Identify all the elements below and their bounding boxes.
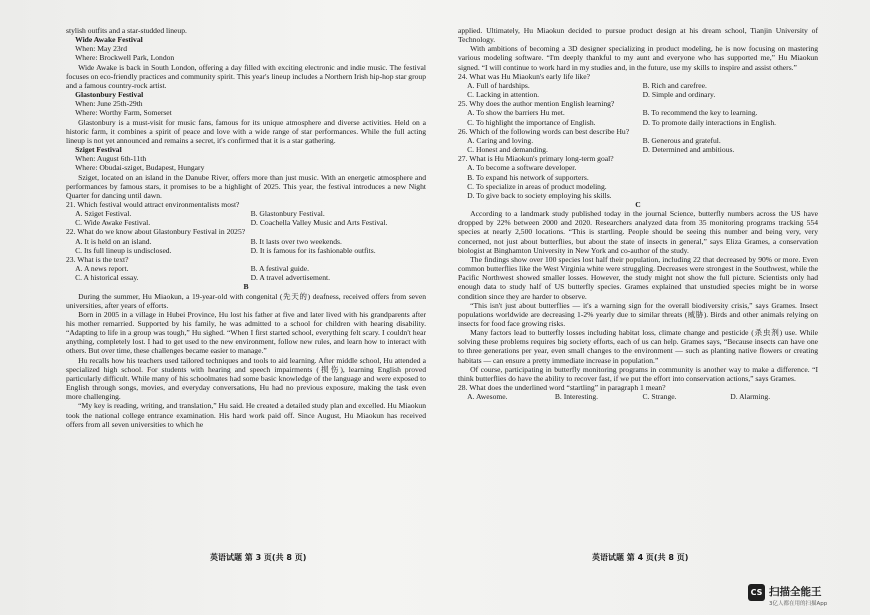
option: D. Alarming. [730, 392, 771, 402]
option: C. Lacking in attention. [467, 90, 540, 100]
option: B. Generous and grateful. [642, 135, 721, 145]
option: B. Interesting. [554, 392, 599, 402]
option: C. To specialize in areas of product modeling. [467, 181, 607, 191]
option: B. To expand his network of supporters. [467, 172, 589, 182]
paragraph: Sziget, located on an island in the Danube River, offers more than just music. With an energetic atmosphere and performances by famous stars, it promises to be a highlight of 2025. This year, the festival introduces a new Night Quarter for dancing until dawn. [66, 172, 426, 200]
option: B. Glastonbury Festival. [250, 209, 325, 219]
option: C. Its full lineup is undisclosed. [75, 245, 172, 255]
paragraph: Glastonbury is a must-visit for music fans, famous for its unique atmosphere and diverse activities. Held on a historic farm, it combines a spirit of peace and love with a wide range of star performances. While the full acting lineup is not yet announced and remains a secret, it's confirmed that it is a star gathering. [66, 117, 426, 145]
options-row [458, 136, 818, 145]
camscanner-logo-icon: CS [748, 584, 765, 601]
paragraph: Wide Awake is back in South London, offering a day filled with exciting electronic and indie music. The festival focuses on eco-friendly practices and community spirit. This year's lineup includes a Northern Irish hip-hop star group and a famous country-rock artist. [66, 62, 426, 90]
option: A. A news report. [75, 264, 129, 274]
festival-where: Where: Obudai-sziget, Budapest, Hungary [75, 163, 205, 173]
paragraph: According to a landmark study published today in the journal Science, butterfly numbers across the US have dropped by 22% between 2000 and 2020. Researchers analyzed data from 35 monitoring programs tracking 554 species at nearly 2,500 locations. “This is startling. People should be seeing this number and being very, very concerned, not just about butterflies, but about the state of insects in general,” says Eliza Grames, a conservation biologist at Binghamton University in New York and co-author of the study. [458, 209, 818, 255]
left-column [66, 26, 426, 429]
right-column [458, 26, 818, 401]
text-line: stylish outfits and a star-studded lineup. [66, 26, 187, 35]
page-footer: 英语试题 第 3 页(共 8 页) [210, 553, 307, 562]
festival-where: Where: Worthy Farm, Somerset [75, 108, 172, 118]
paragraph: “My key is reading, writing, and translation,” Hu said. He created a detailed study plan and excelled. Hu Miaokun took the national college entrance examination. His hard work paid off. Since August, Hu Miaokun has received offers from all seven universities to which he [66, 401, 426, 429]
option: C. A historical essay. [75, 273, 139, 283]
option: C. Strange. [642, 392, 677, 402]
option: B. It lasts over two weekends. [250, 236, 342, 246]
option: D. Coachella Valley Music and Arts Festival. [250, 218, 388, 228]
options-row [66, 237, 426, 246]
question: 21. Which festival would attract environmentalists most? [66, 199, 240, 209]
option: C. Wide Awake Festival. [75, 218, 151, 228]
option: A. Caring and loving. [467, 135, 534, 145]
question: 22. What do we know about Glastonbury Festival in 2025? [66, 227, 246, 237]
festival-title: Sziget Festival [75, 145, 122, 155]
paragraph: Many factors lead to butterfly losses including habitat loss, climate change and pesticide (杀虫剂) use. While solving these problems requires big society efforts, each of us can help. Grames says, “Because insects can have one to three generations per year, even small changes to the environment — such as planting native flowers or creating habitats — can ensure a pretty immediate increase in population.” [458, 328, 818, 365]
festival-when: When: June 25th-29th [75, 99, 143, 109]
option: A. To become a software developer. [467, 163, 577, 173]
option: D. Simple and ordinary. [642, 90, 716, 100]
option: C. To highlight the importance of English. [467, 117, 596, 127]
option: A. Sziget Festival. [75, 209, 132, 219]
option: A. It is held on an island. [75, 236, 152, 246]
paragraph: Of course, participating in butterfly monitoring programs in community is another way to make a difference. “I think butterflies do have the ability to recover fast, if we put the effort into conservation actions,” says Grames. [458, 364, 818, 383]
option: A. Full of hardships. [467, 80, 530, 90]
option: C. Honest and demanding. [467, 145, 548, 155]
options-row [458, 392, 818, 401]
options-row [458, 81, 818, 90]
festival-when: When: May 23rd [75, 44, 127, 54]
question: 24. What was Hu Miaokun's early life like? [458, 71, 590, 81]
question: 26. Which of the following words can best describe Hu? [458, 126, 630, 136]
option: B. Rich and carefree. [642, 80, 707, 90]
paragraph: “This isn't just about butterflies — it's a warning sign for the overall biodiversity crisis,” says Grames. Insect populations worldwide are decreasing 1-2% yearly due to similar threats (威胁). Birds and other animals relying on insects for food face growing risks. [458, 300, 818, 328]
option: B. A festival guide. [250, 264, 309, 274]
question: 28. What does the underlined word “startling” in paragraph 1 mean? [458, 383, 666, 393]
scanner-watermark [748, 583, 856, 609]
option: D. Determined and ambitious. [642, 145, 735, 155]
watermark-subtitle: 3亿人都在用的扫描App [769, 601, 828, 607]
options-row [66, 273, 426, 282]
paragraph: applied. Ultimately, Hu Miaokun decided to pursue product design at his dream school, Tianjin University of Technology. [458, 26, 818, 45]
options-row [66, 246, 426, 255]
festival-when: When: August 6th-11th [75, 154, 147, 164]
option: B. To recommend the key to learning. [642, 108, 758, 118]
paragraph: Hu recalls how his teachers used tailored techniques and tools to aid learning. After middle school, Hu attended a specialized high school. For students with hearing and speech impairments (损伤), learning English proved particularly difficult. While many of his schoolmates had some basic knowledge of the language and were exposed to English through songs, movies, and everyday conversations, Hu had no previous exposure, making the task even more challenging. [66, 355, 426, 402]
option: D. To give back to society employing his skills. [467, 190, 612, 200]
paragraph: During the summer, Hu Miaokun, a 19-year-old with congenital (先天的) deafness, received offers from seven universities, after years of efforts. [66, 291, 426, 310]
festival-title: Glastonbury Festival [75, 90, 144, 100]
paragraph: Born in 2005 in a village in Hubei Province, Hu lost his father at five and later lived with his grandparents after his mother remarried. Supported by his family, he was admitted to a school for children with hearing disability. “Adapting to life in a group was tough,” Hu sighed. “When I first started school, everything felt scary. I couldn't hear anything, completely lost. I had to get used to the new environment, follow new rules, and learn how to interact with others. But over time, these challenges became easier to manage.” [66, 309, 426, 356]
festival-title: Wide Awake Festival [75, 35, 143, 45]
watermark-name: 扫描全能王 [769, 586, 822, 598]
option: D. To promote daily interactions in English. [642, 117, 777, 127]
option: D. A travel advertisement. [250, 273, 331, 283]
options-row [66, 264, 426, 273]
options-row [458, 145, 818, 154]
options-row [458, 118, 818, 127]
options-row [458, 90, 818, 99]
question: 25. Why does the author mention English learning? [458, 99, 615, 109]
option: A. To show the barriers Hu met. [467, 108, 565, 118]
question: 23. What is the text? [66, 254, 129, 264]
page-footer: 英语试题 第 4 页(共 8 页) [592, 553, 689, 562]
options-row [66, 209, 426, 218]
section-heading: C [635, 199, 641, 209]
paragraph: With ambitions of becoming a 3D designer specializing in product modeling, he is now focusing on mastering various modeling software. “I'm deeply thankful to my aunt and everyone who has supported me,” Hu Miaokun signed. “I will continue to work hard in my studies and, in the future, use my skills to inspire and assist others.” [458, 44, 818, 72]
question: 27. What is Hu Miaokun's primary long-term goal? [458, 154, 614, 164]
option: A. Awesome. [467, 392, 508, 402]
paragraph: The findings show over 100 species lost half their population, including 22 that decreased by 90% or more. Even common butterflies like the West Virginia white were struggling. Decreases were strongest in the Southwest, while the Pacific Northwest showed smaller losses. However, the study might not show the full picture. Scientists only had enough data to study half of US butterfly species. Grames explained that unstudied species might be in worse condition since they are harder to observe. [458, 254, 818, 301]
section-heading: B [243, 282, 249, 292]
options-row [66, 218, 426, 227]
options-row [458, 108, 818, 117]
festival-where: Where: Brockwell Park, London [75, 53, 175, 63]
option: D. It is famous for its fashionable outfits. [250, 245, 376, 255]
